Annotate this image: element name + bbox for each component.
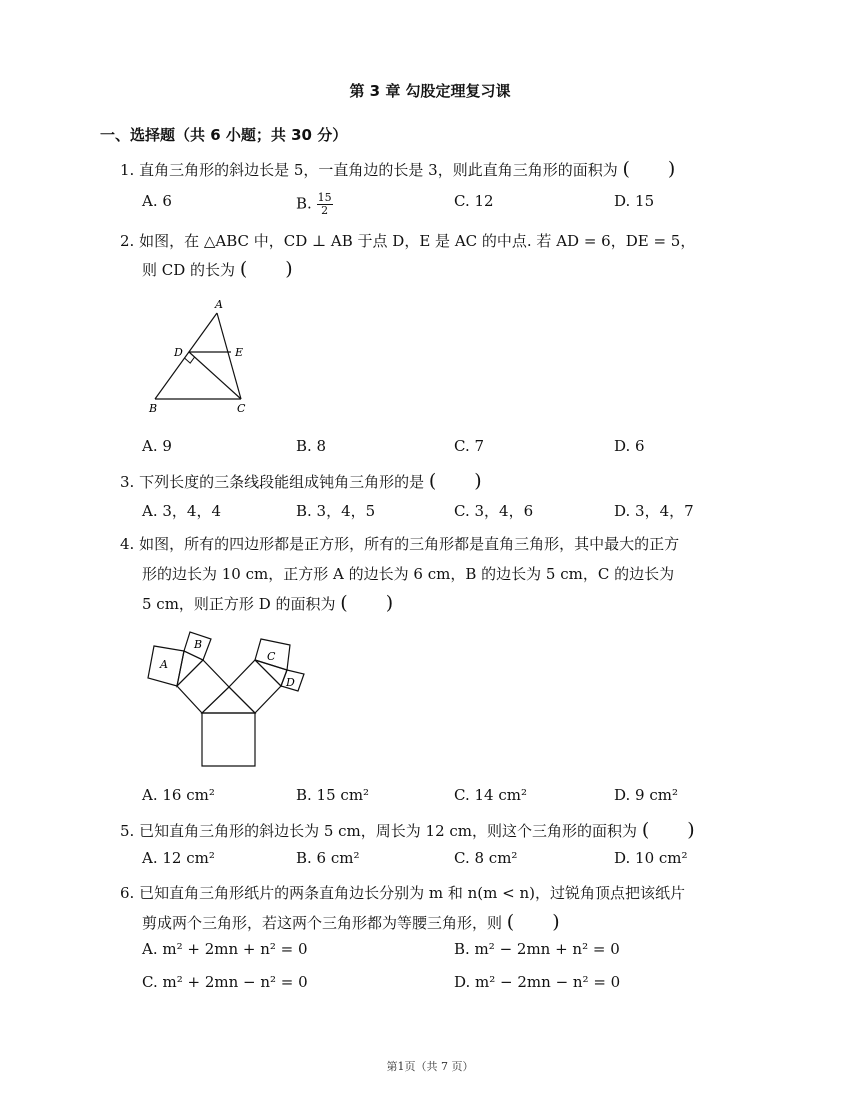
segment-ab [155,313,217,399]
q4-option-c: C. 14 cm² [454,786,527,804]
q5-option-d: D. 10 cm² [614,849,688,867]
page-footer: 第1页（共 7 页） [386,1060,474,1073]
question-2-line-1: 2. 如图，在 △ABC 中，CD ⊥ AB 于点 D，E 是 AC 的中点. 若 AD = 6，DE = 5， [120,232,696,250]
q2-option-a: A. 9 [142,437,172,455]
point-label-b: B [149,402,158,415]
q6-option-b: B. m² − 2mn + n² = 0 [454,940,620,958]
answer-bracket: ( ) [506,911,560,933]
q5-option-c: C. 8 cm² [454,849,518,867]
section-heading: 一、选择题（共 6 小题；共 30 分） [100,126,348,144]
question-2-line-2: 则 CD 的长为 ( ) [142,258,293,280]
q5-option-a: A. 12 cm² [142,849,215,867]
question-4-line-3: 5 cm，则正方形 D 的面积为 ( ) [142,592,394,614]
square-label-d: D [286,676,295,689]
q3-option-c: C. 3，4，6 [454,502,534,520]
question-4-line-2: 形的边长为 10 cm，正方形 A 的边长为 6 cm，B 的边长为 5 cm，C 的边长为 [142,565,675,583]
q4-option-d: D. 9 cm² [614,786,678,804]
point-label-e: E [235,346,244,359]
question-5-stem: 5. 已知直角三角形的斜边长为 5 cm，周长为 12 cm，则这个三角形的面积为 ( ) [120,819,695,841]
q6-option-d: D. m² − 2mn − n² = 0 [454,973,621,991]
largest-square [202,713,255,766]
triangle-figure [140,295,260,420]
left-square [177,660,229,713]
q4-option-a: A. 16 cm² [142,786,215,804]
q1-option-c: C. 12 [454,192,494,210]
segment-cd [189,352,241,399]
answer-bracket: ( ) [622,158,676,180]
question-1-stem: 1. 直角三角形的斜边长是 5，一直角边的长是 3，则此直角三角形的面积为 ( ) [120,158,676,180]
question-6-line-2: 剪成两个三角形，若这两个三角形都为等腰三角形，则 ( ) [142,911,560,933]
q2-option-d: D. 6 [614,437,645,455]
point-label-d: D [174,346,183,359]
answer-bracket: ( ) [340,592,394,614]
question-4-line-1: 4. 如图，所有的四边形都是正方形，所有的三角形都是直角三角形，其中最大的正方 [120,535,680,553]
square-label-a: A [160,658,168,671]
q2-option-b: B. 8 [296,437,327,455]
squares-figure [140,628,320,770]
right-square [229,660,281,713]
q1-option-b: B. $\frac{15}{2}$ [296,191,332,217]
q6-option-c: C. m² + 2mn − n² = 0 [142,973,308,991]
answer-bracket: ( ) [239,258,293,280]
central-triangle [202,687,255,713]
square-label-c: C [267,650,276,663]
q1-option-a: A. 6 [142,192,172,210]
q5-option-b: B. 6 cm² [296,849,360,867]
q4-option-b: B. 15 cm² [296,786,370,804]
fraction: $\frac{15}{2}$ [317,191,332,217]
q1-option-d: D. 15 [614,192,655,210]
point-label-c: C [237,402,246,415]
square-label-b: B [194,638,203,651]
q3-option-a: A. 3，4，4 [142,502,221,520]
right-angle-mark [185,357,195,363]
answer-bracket: ( ) [428,470,482,492]
point-label-a: A [215,298,223,311]
question-6-line-1: 6. 已知直角三角形纸片的两条直角边长分别为 m 和 n(m < n)，过锐角顶点把该纸片 [120,884,685,902]
page-title: 第 3 章 勾股定理复习课 [349,82,511,100]
q2-option-c: C. 7 [454,437,485,455]
answer-bracket: ( ) [641,819,695,841]
q3-option-b: B. 3，4，5 [296,502,376,520]
q3-option-d: D. 3，4，7 [614,502,694,520]
q6-option-a: A. m² + 2mn + n² = 0 [142,940,308,958]
question-3-stem: 3. 下列长度的三条线段能组成钝角三角形的是 ( ) [120,470,482,492]
